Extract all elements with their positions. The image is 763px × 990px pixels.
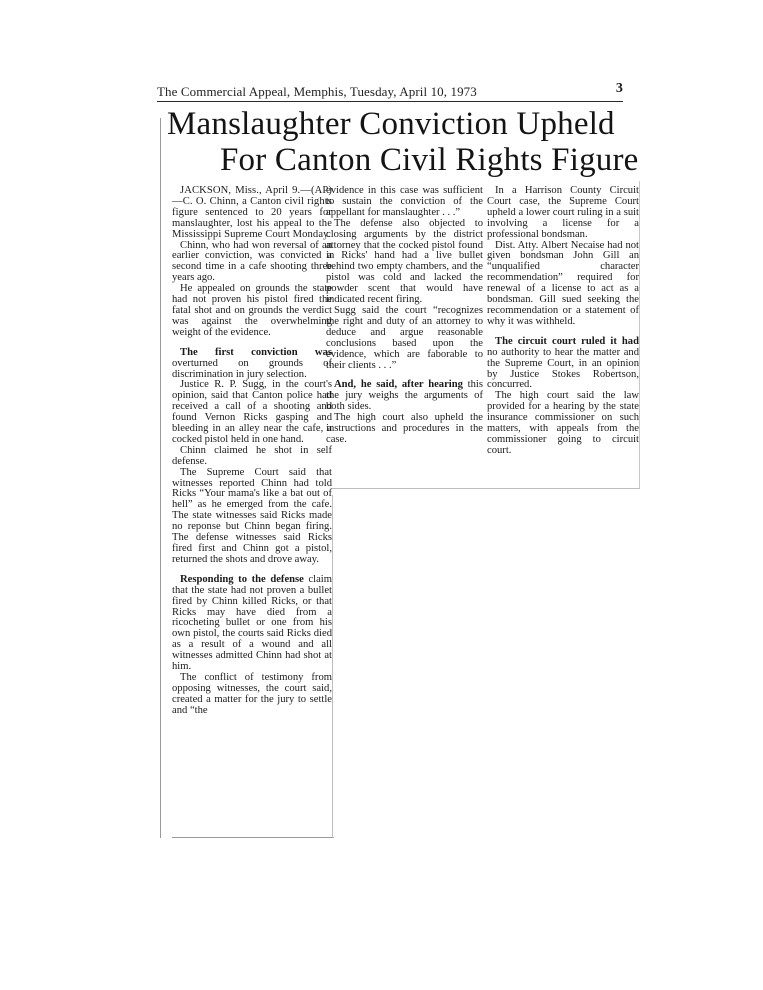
paragraph: Sugg said the court “recognizes the right and duty of an attorney to deduce and argue reasonable conclusions based upon the evidence, which are faborable to their clients . . .” — [326, 304, 483, 371]
subhead-paragraph: The circuit court ruled it had no authority to hear the matter and the Supreme Court, in an opinion by Justice Stokes Robertson, concurred. — [487, 335, 639, 391]
subhead-paragraph: And, he said, after hearing this the jury weighs the arguments of both sides. — [326, 379, 483, 413]
newspaper-masthead — [157, 81, 623, 102]
paragraph: The high court said the law provided for a hearing by the state insurance commissioner on such matters, with appeals from the commissioner going to circuit court. — [487, 390, 639, 456]
masthead-text: The Commercial Appeal, Memphis, Tuesday, April 10, 1973 — [157, 84, 477, 99]
paragraph: evidence in this case was sufficient to sustain the conviction of the appellant for manslaughter . . .” — [326, 185, 483, 218]
paragraph: Justice R. P. Sugg, in the court's opinion, said that Canton police had received a call of a shooting and found Vernon Ricks gasping and bleeding in an alley near the cafe, a cocked pistol held in one hand. — [172, 379, 332, 445]
headline-line-2: For Canton Civil Rights Figure — [220, 142, 639, 178]
article-column-1 — [172, 186, 332, 717]
subhead-paragraph: Responding to the defense claim that the state had not proven a bullet fired by Chinn killed Ricks, or that Ricks may have died from a ricocheting bullet or one from his own pistol, the courts said Ricks died as a result of a wound and all witnesses admitted Chinn had shot at him. — [172, 573, 332, 673]
headline-line-1: Manslaughter Conviction Upheld — [167, 106, 615, 142]
paragraph: Dist. Atty. Albert Necaise had not given bondsman John Gill an “unqualified character recommendation” required for renewal of a license to act as a bondsman. Gill sued seeking the recommendation or a statement of why it was withheld. — [487, 239, 639, 327]
paragraph: JACKSON, Miss., April 9.—(AP)—C. O. Chinn, a Canton civil rights figure sentenced to 20 years for manslaughter, lost his appeal to the Mississippi Supreme Court Monday. — [172, 185, 332, 240]
paragraph: The conflict of testimony from opposing witnesses, the court said, created a matter for the jury to settle and “the — [172, 671, 332, 716]
paragraph: Chinn, who had won reversal of an earlier conviction, was convicted a second time in a cafe shooting three years ago. — [172, 239, 332, 284]
paragraph: The defense also objected to closing arguments by the district attorney that the cocked pistol found in Ricks' hand had a live bullet behind two empty chambers, and the pistol was cold and lacked the powder scent that would have indicated recent firing. — [326, 217, 483, 306]
subhead-paragraph: The first conviction was overturned on grounds of discrimination in jury selection. — [172, 346, 332, 380]
paragraph: Chinn claimed he shot in self defense. — [172, 444, 332, 467]
clipping-edge-bottom — [172, 837, 334, 838]
clipping-edge-right — [639, 181, 640, 488]
clipping-edge-middle — [332, 495, 333, 838]
paragraph: In a Harrison County Circuit Court case, the Supreme Court upheld a lower court ruling in a suit involving a license for a professional bondsman. — [487, 185, 639, 240]
article-column-2 — [326, 186, 483, 446]
article-column-3 — [487, 186, 639, 457]
page-number: 3 — [615, 81, 623, 96]
clipping-edge-bottom-right — [332, 488, 640, 489]
paragraph: The high court also upheld the instructions and procedures in the case. — [326, 412, 483, 445]
paragraph: The Supreme Court said that witnesses reported Chinn had told Ricks “Your mama's like a bat out of hell” as he emerged from the cafe. The state witnesses said Ricks made no reponse but Chinn began firing. The defense witnesses said Ricks fired first and Chinn got a pistol, returned the shots and drove away. — [172, 466, 332, 565]
paragraph: He appealed on grounds the state had not proven his pistol fired the fatal shot and on grounds the verdict was against the overwhelming weight of the evidence. — [172, 283, 332, 338]
clipping-edge-left — [160, 118, 161, 838]
